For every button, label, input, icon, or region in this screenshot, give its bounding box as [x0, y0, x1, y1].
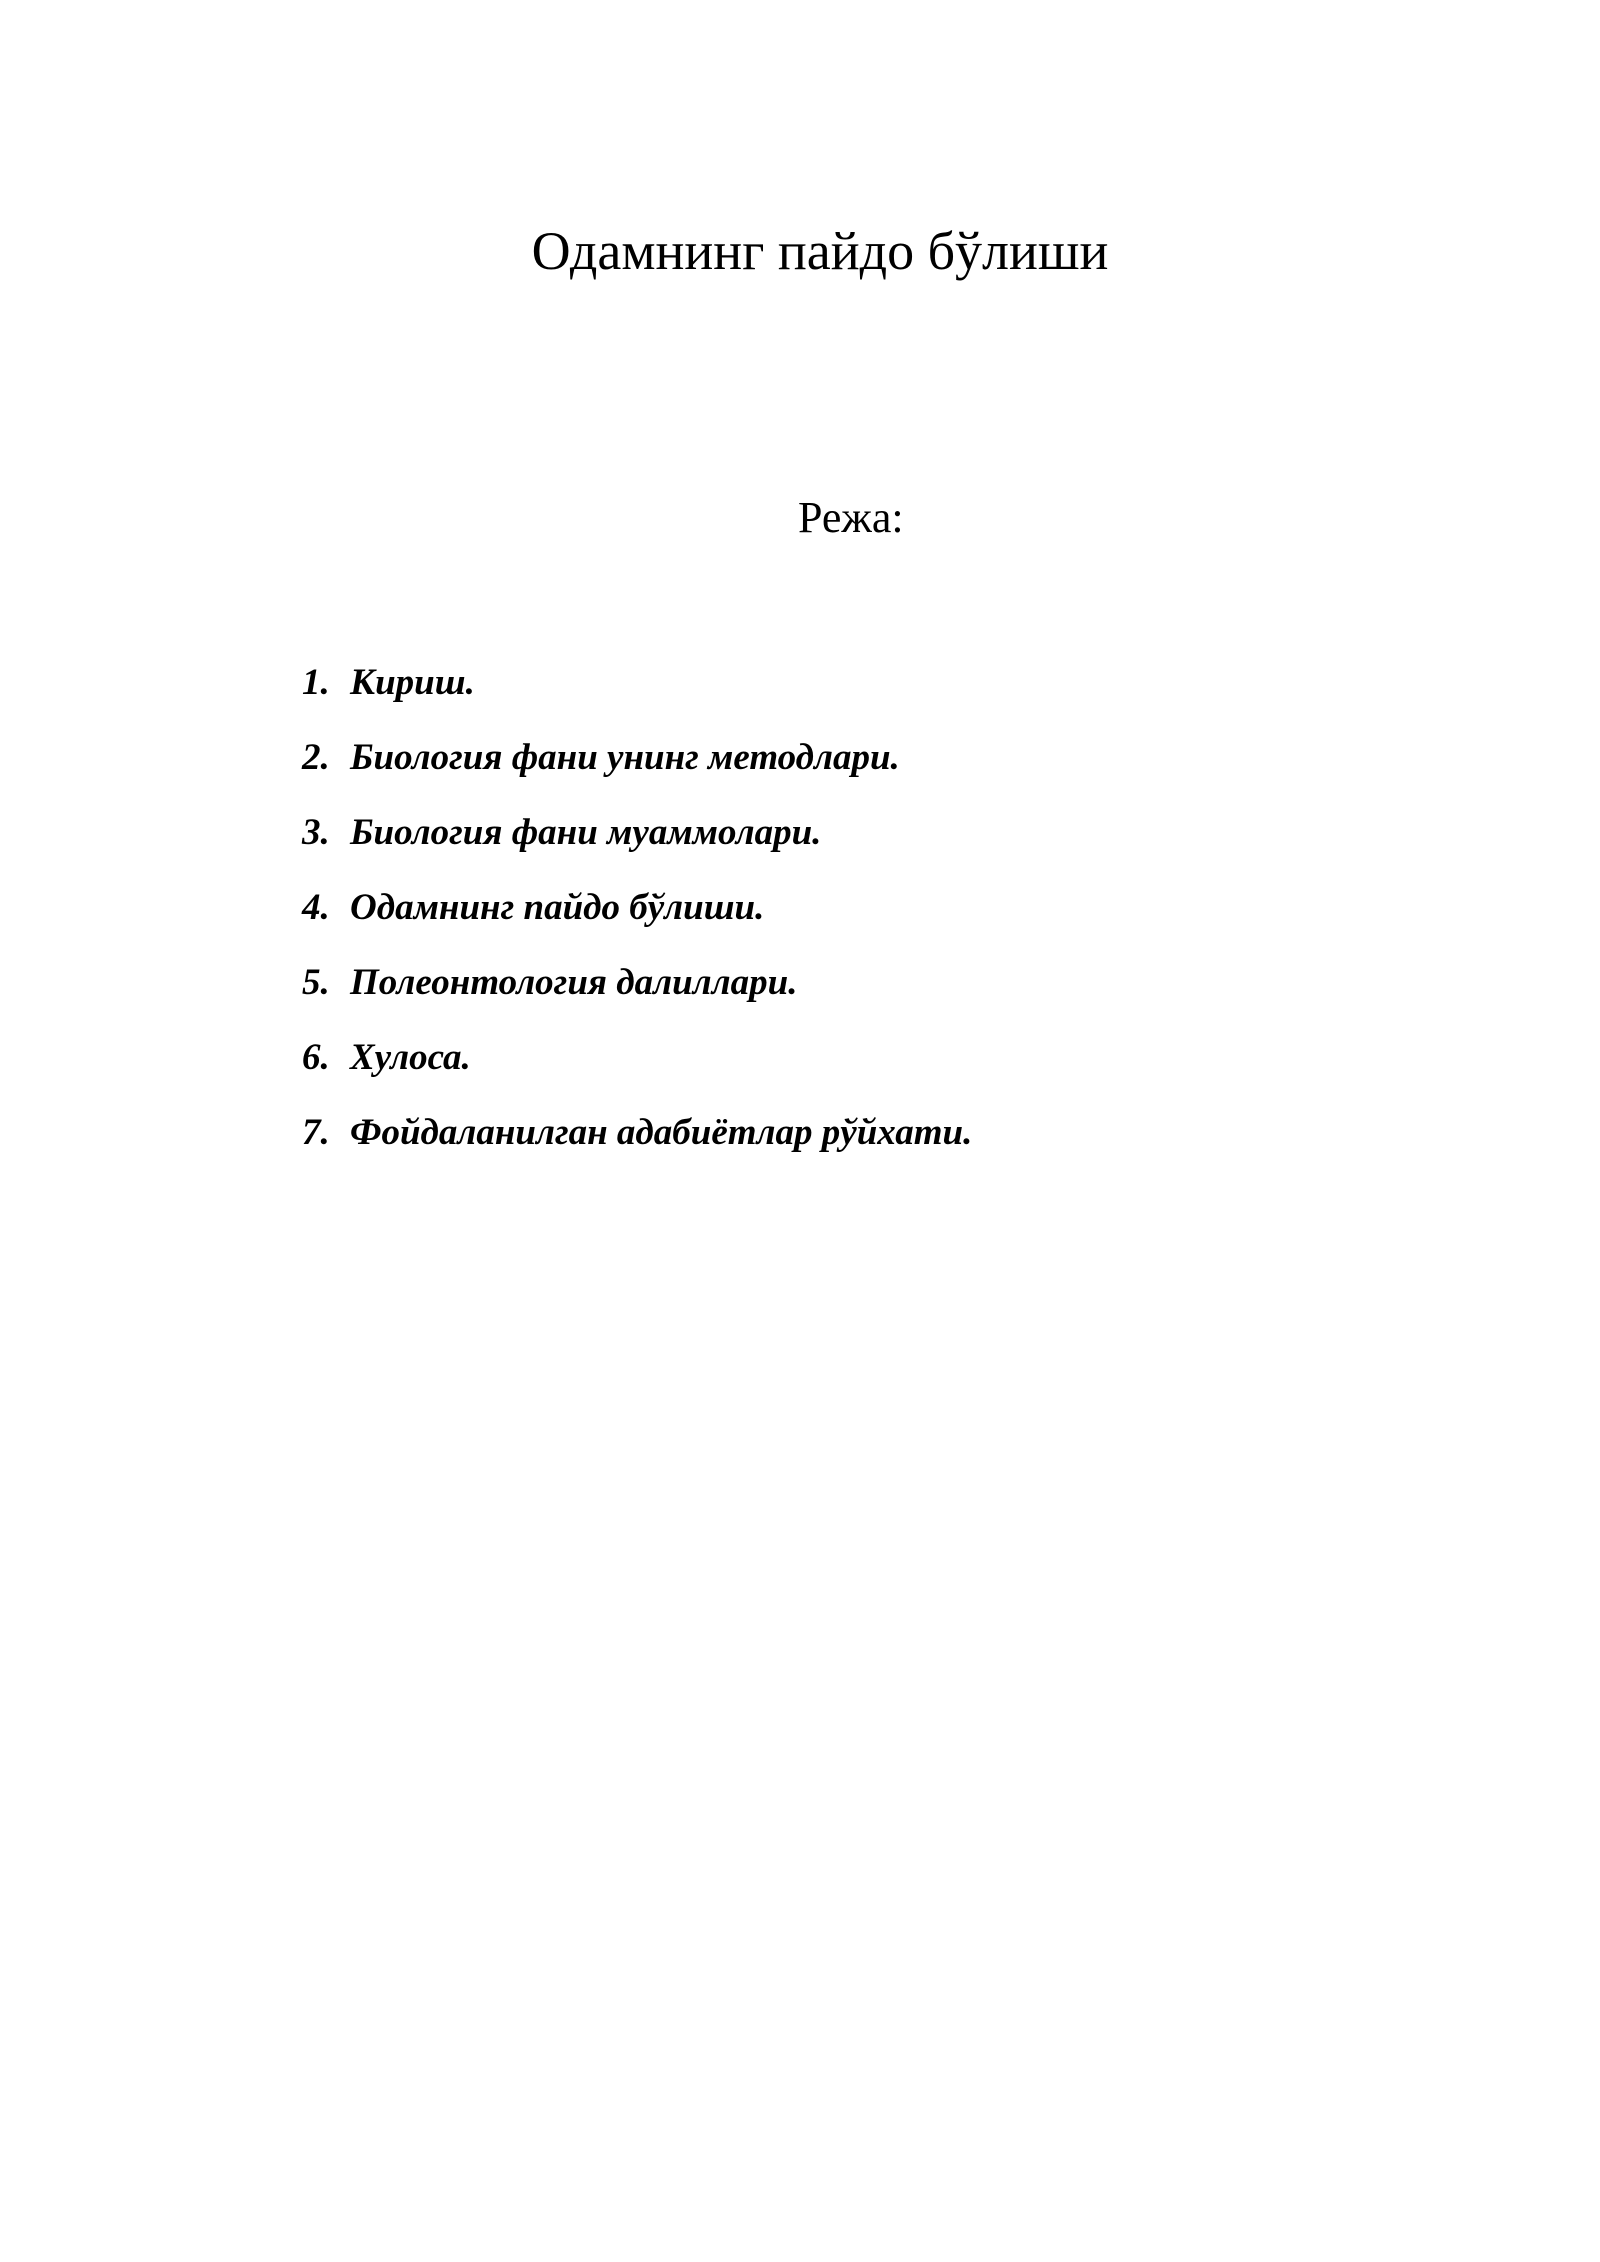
plan-item-text: Биология фани унинг методлари. [350, 737, 900, 778]
plan-item-2 [302, 735, 972, 810]
plan-item-text: Одамнинг пайдо бўлиши. [350, 887, 765, 928]
plan-item-3 [302, 810, 972, 885]
plan-item-7 [302, 1110, 972, 1185]
plan-item-1 [302, 660, 972, 735]
plan-item-number: 1. [302, 662, 330, 703]
plan-list [302, 660, 972, 1185]
plan-item-number: 3. [302, 812, 330, 853]
plan-item-number: 2. [302, 737, 330, 778]
plan-heading: Режа: [798, 493, 904, 542]
plan-item-number: 5. [302, 962, 330, 1003]
plan-item-4 [302, 885, 972, 960]
plan-item-text: Кириш. [350, 662, 475, 703]
plan-item-text: Хулоса. [350, 1037, 471, 1078]
plan-item-text: Фойдаланилган адабиётлар рўйхати. [350, 1112, 973, 1153]
plan-item-number: 6. [302, 1037, 330, 1078]
plan-item-number: 4. [302, 887, 330, 928]
plan-item-number: 7. [302, 1112, 330, 1153]
plan-item-text: Биология фани муаммолари. [350, 812, 822, 853]
plan-item-5 [302, 960, 972, 1035]
plan-item-6 [302, 1035, 972, 1110]
plan-item-text: Полеонтология далиллари. [350, 962, 798, 1003]
document-title: Одамнинг пайдо бўлиши [531, 221, 1109, 281]
